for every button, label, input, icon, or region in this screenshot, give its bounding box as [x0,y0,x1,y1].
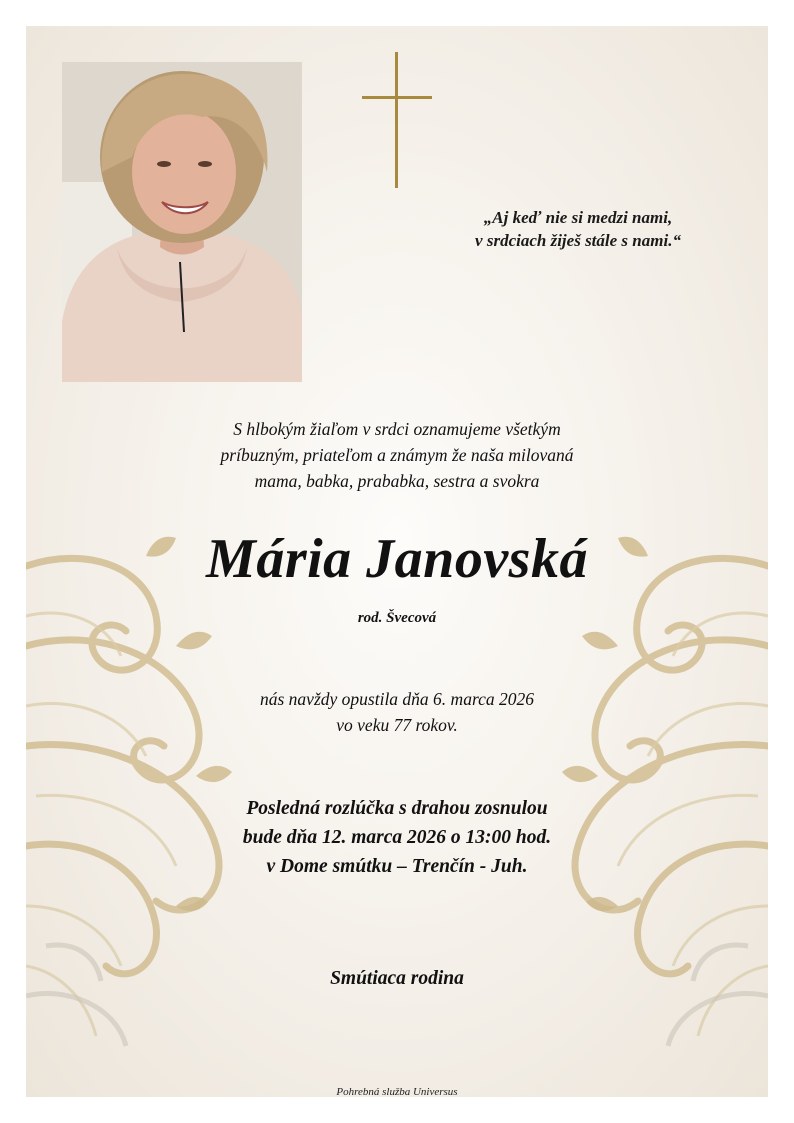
death-notice [26,686,768,738]
announcement-line-2: príbuzným, priateľom a známym že naša milovaná [220,445,574,465]
funeral-line-3: v Dome smútku – Trenčín - Juh. [266,856,528,877]
announcement-text [26,416,768,494]
family-signature: Smútiaca rodina [330,968,464,989]
quote-line-1: „Aj keď nie si medzi nami, [483,208,673,227]
obituary-card [26,26,768,1097]
deceased-name: Mária Janovská [206,528,588,590]
funeral-line-1: Posledná rozlúčka s drahou zosnulou [246,798,548,819]
maiden-name: rod. Švecová [357,610,437,626]
memorial-quote [398,206,758,252]
announcement-line-3: mama, babka, prababka, sestra a svokra [254,471,540,491]
cross-icon [362,52,432,188]
portrait-photo [62,62,302,382]
funeral-line-2: bude dňa 12. marca 2026 o 13:00 hod. [242,827,552,848]
death-notice-line-1: nás navždy opustila dňa 6. marca 2026 [260,689,534,709]
quote-line-2: v srdciach žiješ stále s nami.“ [475,231,681,250]
funeral-service-credit: Pohrebná služba Universus [336,1086,458,1097]
portrait-illustration [62,62,302,382]
announcement-line-1: S hlbokým žiaľom v srdci oznamujeme všetkým [233,419,561,439]
death-notice-line-2: vo veku 77 rokov. [336,715,458,735]
funeral-details [26,794,768,881]
